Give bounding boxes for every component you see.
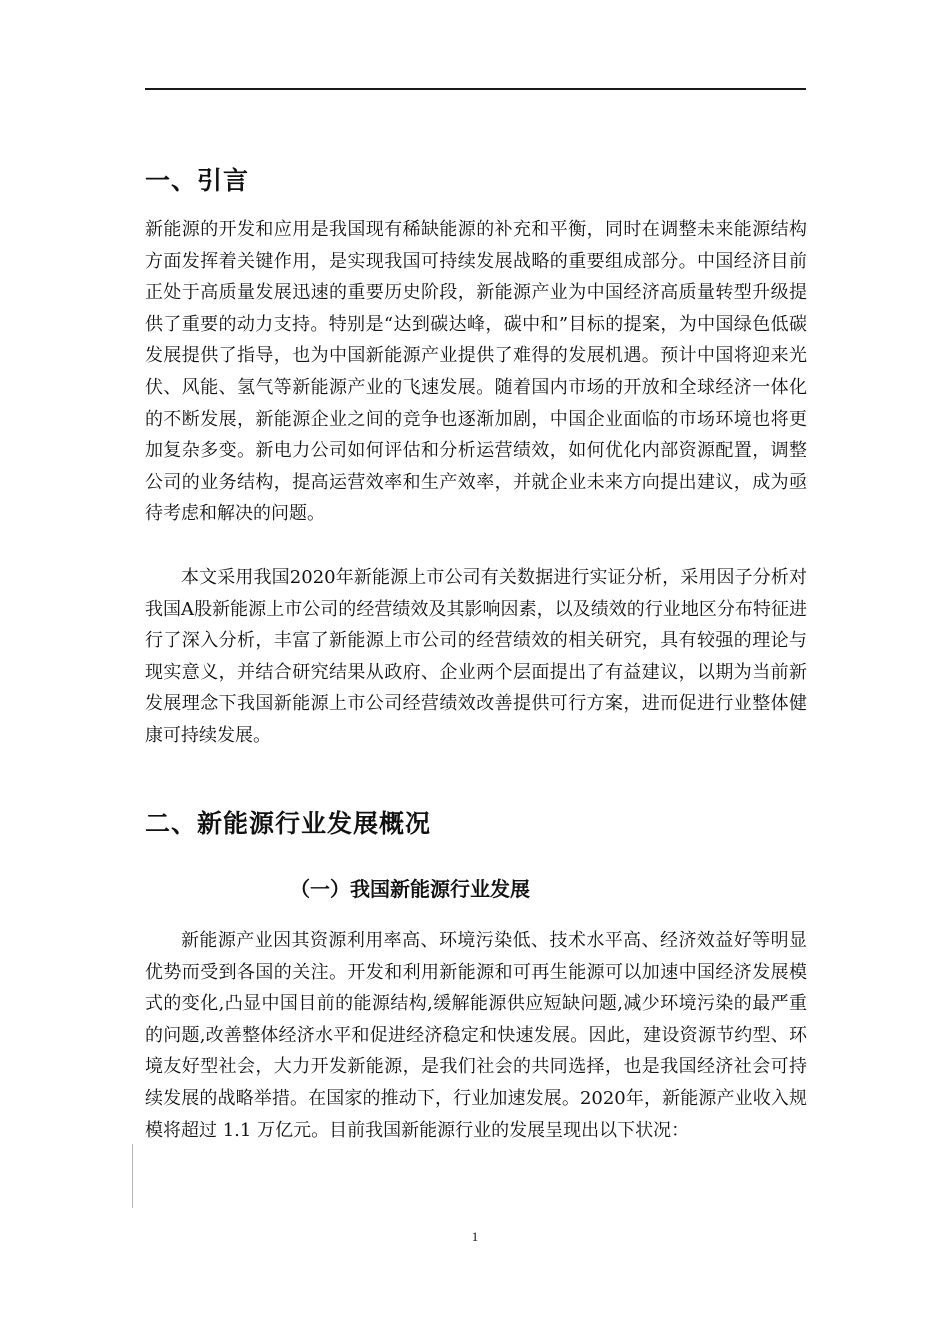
- section-heading-overview: 二、新能源行业发展概况: [145, 809, 432, 838]
- intro-paragraph-2: 本文采用我国2020年新能源上市公司有关数据进行实证分析，采用因子分析对我国A股新能源上市公司的经营绩效及其影响因素，以及绩效的行业地区分布特征进行了深入分析，丰富了新能源上市公司的经营绩效的相关研究，具有较强的理论与现实意义，并结合研究结果从政府、企业两个层面提出了有益建议，以期为当前新发展理念下我国新能源上市公司经营绩效改善提供可行方案，进而促进行业整体健康可持续发展。: [145, 567, 807, 746]
- section-heading-introduction: 一、引言: [145, 166, 250, 195]
- margin-change-bar: [132, 1144, 133, 1208]
- page-number: 1: [471, 1229, 479, 1244]
- intro-paragraph-1: 新能源的开发和应用是我国现有稀缺能源的补充和平衡，同时在调整未来能源结构方面发挥着关键作用，是实现我国可持续发展战略的重要组成部分。中国经济目前正处于高质量发展迅速的重要历史阶段，新能源产业为中国经济高质量转型升级提供了重要的动力支持。特别是“达到碳达峰，碳中和”目标的提案，为中国绿色低碳发展提供了指导，也为中国新能源产业提供了难得的发展机遇。预计中国将迎来光伏、风能、氢气等新能源产业的飞速发展。随着国内市场的开放和全球经济一体化的不断发展，新能源企业之间的竞争也逐渐加剧，中国企业面临的市场环境也将更加复杂多变。新电力公司如何评估和分析运营绩效，如何优化内部资源配置，调整公司的业务结构，提高运营效率和生产效率，并就企业未来方向提出建议，成为亟待考虑和解决的问题。: [145, 219, 807, 525]
- header-rule: [145, 88, 806, 90]
- subsection-heading: （一）我国新能源行业发展: [290, 877, 530, 901]
- overview-paragraph-1: 新能源产业因其资源利用率高、环境污染低、技术水平高、经济效益好等明显优势而受到各国的关注。开发和利用新能源和可再生能源可以加速中国经济发展模式的变化,凸显中国目前的能源结构,缓解能源供应短缺问题,减少环境污染的最严重的问题,改善整体经济水平和促进经济稳定和快速发展。因此，建设资源节约型、环境友好型社会，大力开发新能源，是我们社会的共同选择，也是我国经济社会可持续发展的战略举措。在国家的推动下，行业加速发展。2020年，新能源产业收入规模将超过 1.1 万亿元。目前我国新能源行业的发展呈现出以下状况：: [145, 930, 807, 1141]
